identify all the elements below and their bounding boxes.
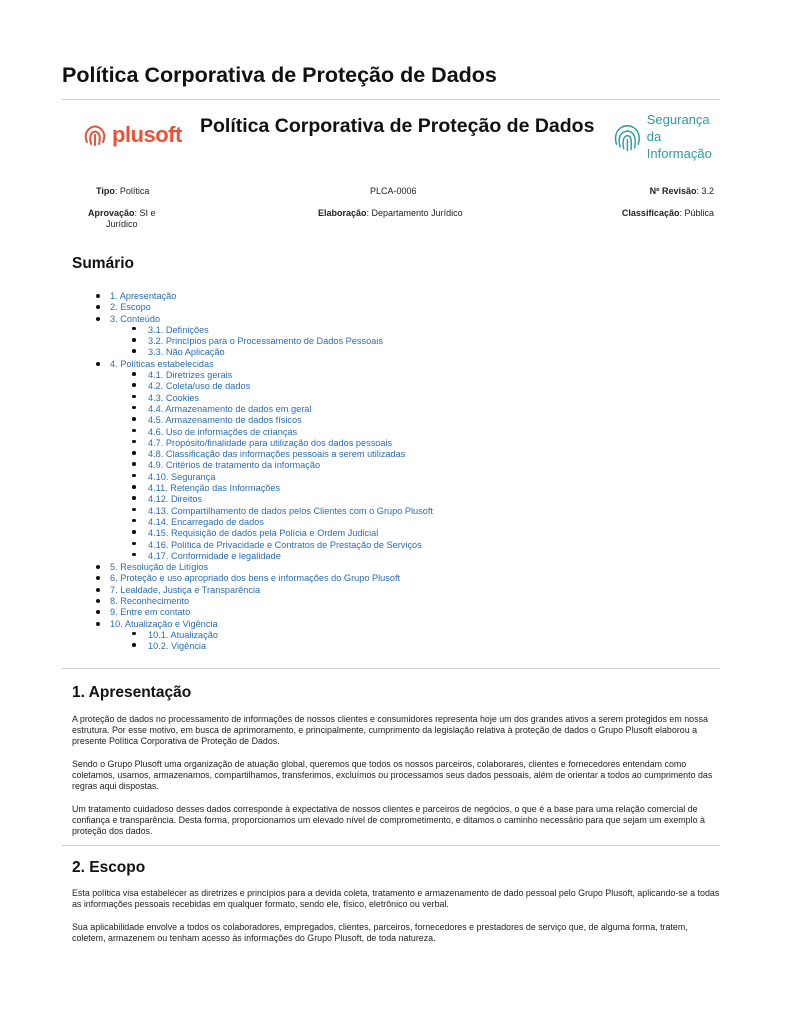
divider: [62, 668, 720, 669]
paragraph: Sua aplicabilidade envolve a todos os colaboradores, empregados, clientes, parceiros, fornecedores e prestadores de serviço que, de alguma forma, tratem, coletem, armazenem ou tenham acesso às informações do Grupo Plusoft, de toda natureza.: [72, 922, 688, 944]
toc-item[interactable]: [92, 596, 433, 607]
meta-tipo: [96, 186, 149, 196]
toc-subitem[interactable]: 10.2. Vigência: [130, 641, 433, 652]
toc-subitem[interactable]: 4.15. Requisição de dados pela Polícia e Ordem Judicial: [130, 528, 433, 539]
divider: [62, 99, 720, 100]
toc-item[interactable]: [92, 585, 433, 596]
section-escopo-heading: 2. Escopo: [72, 859, 146, 876]
toc-sublist: [110, 370, 433, 562]
toc-subitem[interactable]: 3.1. Definições: [130, 325, 433, 336]
toc-subitem[interactable]: 4.16. Política de Privacidade e Contratos de Prestação de Serviços: [130, 540, 433, 551]
toc-link[interactable]: 8. Reconhecimento: [110, 596, 190, 607]
document-metadata: [62, 186, 720, 236]
toc-item[interactable]: [92, 359, 433, 562]
paragraph: A proteção de dados no processamento de informações de nossos clientes e consumidores representa hoje um dos grandes ativos a serem protegidos em nossa estrutura. Por esse motivo, em busca de aprimoramento, e principalmente, cumprimento da legislação relativa à proteção de dados o Grupo Plusoft elaborou a presente Política Corporativa de Proteção de Dados.: [72, 714, 708, 747]
meta-aprovacao-label: Aprovação: [88, 208, 135, 218]
seguranca-logo: [612, 111, 720, 162]
toc-subitem[interactable]: 3.2. Princípios para o Processamento de Dados Pessoais: [130, 336, 433, 347]
toc-sublist: [110, 325, 433, 359]
toc-link[interactable]: 10. Atualização e Vigência: [110, 618, 218, 629]
toc-subitem[interactable]: 4.2. Coleta/uso de dados: [130, 381, 433, 392]
plusoft-logo: [82, 122, 182, 148]
toc-subitem[interactable]: 4.8. Classificação das informações pessoais a serem utilizadas: [130, 449, 433, 460]
toc-subitem[interactable]: 4.9. Critérios de tratamento da informação: [130, 460, 433, 471]
summary-list: [92, 291, 433, 653]
toc-link[interactable]: 3. Conteúdo: [110, 313, 161, 324]
toc-link[interactable]: 7. Lealdade, Justiça e Transparência: [110, 584, 261, 595]
meta-classificacao: [622, 208, 714, 218]
toc-subitem[interactable]: 4.1. Diretrizes gerais: [130, 370, 433, 381]
meta-revisao-value: : 3.2: [696, 186, 714, 196]
toc-item[interactable]: [92, 314, 433, 359]
toc-item[interactable]: [92, 302, 433, 313]
seguranca-logo-line2: Informação: [646, 146, 712, 161]
meta-aprovacao-value: : SI e: [134, 208, 156, 218]
paragraph: Esta política visa estabelecer as diretrizes e princípios para a devida coleta, tratamento e armazenamento de dado pessoal pelo Grupo Plusoft, aplicando-se a todas as informações pessoais recebidas em qualquer formato, sendo ele, físico, eletrônico ou verbal.: [72, 888, 720, 910]
toc-item[interactable]: [92, 573, 433, 584]
meta-elaboracao-label: Elaboração: [318, 208, 367, 218]
toc-item[interactable]: [92, 291, 433, 302]
paragraph: Um tratamento cuidadoso desses dados corresponde à expectativa de nossos clientes e parceiros de negócios, o que é a base para uma relação comercial de confiança e transparência. Desta forma, proporcionamos um elevado nível de comprometimento, e ditamos o caminho necessário para que sejam um exemplo à proteção dos dados.: [72, 804, 705, 837]
fingerprint-icon: [82, 122, 108, 148]
paragraph: Sendo o Grupo Plusoft uma organização de atuação global, queremos que todos os nossos parceiros, colaborares, clientes e fornecedores entendam como coletamos, usamos, armazenamos, compartilhamos, transferimos, excluímos ou processamos seus dados pessoais, além de orientar a todos ao cumprimento das regras aqui dispostas.: [72, 759, 713, 792]
toc-subitem[interactable]: 4.11. Retenção das Informações: [130, 483, 433, 494]
toc-subitem[interactable]: 4.4. Armazenamento de dados em geral: [130, 404, 433, 415]
banner-title: Política Corporativa de Proteção de Dados: [200, 115, 595, 137]
toc-item[interactable]: [92, 619, 433, 653]
toc-subitem[interactable]: 4.13. Compartilhamento de dados pelos Clientes com o Grupo Plusoft: [130, 506, 433, 517]
meta-aprovacao-value-2: Jurídico: [106, 219, 138, 229]
toc-link[interactable]: 4. Políticas estabelecidas: [110, 358, 214, 369]
toc-subitem[interactable]: 4.12. Direitos: [130, 494, 433, 505]
meta-classificacao-label: Classificação: [621, 208, 680, 218]
toc-link[interactable]: 2. Escopo: [110, 302, 151, 313]
toc-subitem[interactable]: 4.6. Uso de informações de crianças: [130, 427, 433, 438]
toc-item[interactable]: [92, 562, 433, 573]
summary-heading: Sumário: [72, 255, 135, 272]
meta-revisao-label: Nº Revisão: [649, 186, 697, 196]
toc-item[interactable]: [92, 607, 433, 618]
meta-tipo-value: : Política: [114, 186, 150, 196]
document-header-banner: [62, 103, 720, 171]
divider: [62, 845, 720, 846]
toc-subitem[interactable]: 4.14. Encarregado de dados: [130, 517, 433, 528]
toc-link[interactable]: 9. Entre em contato: [110, 607, 191, 618]
toc-subitem[interactable]: 4.3. Cookies: [130, 393, 433, 404]
seguranca-logo-line1: Segurança da: [646, 112, 710, 144]
fingerprint-icon: [612, 119, 643, 155]
toc-link[interactable]: 6. Proteção e uso apropriado dos bens e informações do Grupo Plusoft: [110, 573, 401, 584]
toc-subitem[interactable]: 4.10. Segurança: [130, 472, 433, 483]
meta-tipo-label: Tipo: [96, 186, 115, 196]
toc-link[interactable]: 5. Resolução de Litígios: [110, 562, 209, 573]
toc-link[interactable]: 1. Apresentação: [110, 291, 177, 301]
meta-aprovacao: [88, 208, 156, 230]
toc-subitem[interactable]: 10.1. Atualização: [130, 630, 433, 641]
meta-revisao: [650, 186, 714, 196]
toc-subitem[interactable]: 4.7. Propósito/finalidade para utilização dos dados pessoais: [130, 438, 433, 449]
plusoft-logo-text: plusoft: [112, 122, 182, 147]
page-title: Política Corporativa de Proteção de Dados: [62, 63, 497, 87]
toc-sublist: [110, 630, 433, 653]
section-apresentacao-heading: 1. Apresentação: [72, 684, 192, 701]
meta-elaboracao: [318, 208, 463, 218]
meta-code: PLCA-0006: [370, 186, 417, 196]
meta-classificacao-value: : Pública: [679, 208, 714, 218]
meta-elaboracao-value: : Departamento Jurídico: [366, 208, 463, 218]
toc-subitem[interactable]: 4.5. Armazenamento de dados físicos: [130, 415, 433, 426]
toc-subitem[interactable]: 4.17. Conformidade e legalidade: [130, 551, 433, 562]
toc-subitem[interactable]: 3.3. Não Aplicação: [130, 347, 433, 358]
